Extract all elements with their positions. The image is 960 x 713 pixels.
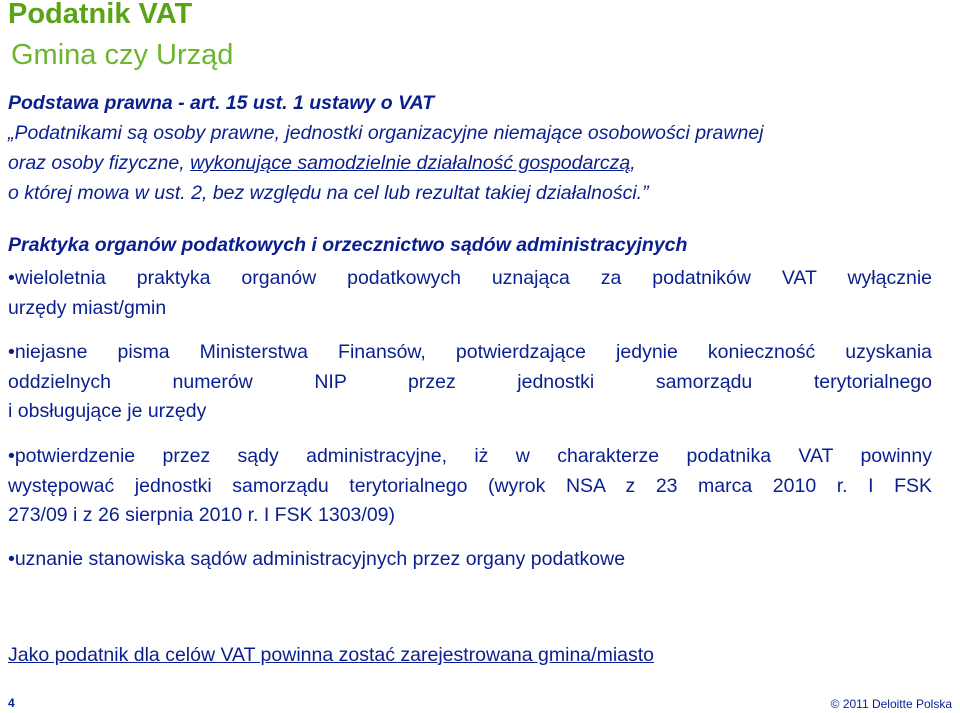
bullet-line: 273/09 i z 26 sierpnia 2010 r. I FSK 1303/09) [8,504,396,526]
bullet-line: występować jednostki samorządu terytorialnego (wyrok NSA z 23 marca 2010 r. I FSK [8,474,932,497]
legal-quote-line-2-end: , [630,152,636,174]
legal-basis-heading: Podstawa prawna - art. 15 ust. 1 ustawy o VAT [8,92,435,114]
bullet-line: urzędy miast/gmin [8,296,167,319]
legal-quote-line-3: o której mowa w ust. 2, bez względu na cel lub rezultat takiej działalności.” [8,182,649,204]
bullet-line: i obsługujące je urzędy [8,400,207,422]
legal-basis-section [8,88,948,208]
bullet-line: •niejasne pisma Ministerstwa Finansów, potwierdzające jedynie konieczność uzyskania [8,341,932,363]
page-title: Podatnik VAT [8,0,193,30]
legal-quote-line-2-start: oraz osoby fizyczne, [8,152,191,174]
bullet-item [8,442,932,531]
page-subtitle: Gmina czy Urząd [11,39,234,71]
bullet-line: •uznanie stanowiska sądów administracyjnych przez organy podatkowe [8,548,626,570]
bullet-item [8,264,932,323]
conclusion-text: Jako podatnik dla celów VAT powinna zostać zarejestrowana gmina/miasto [8,644,655,666]
page-number: 4 [8,696,15,710]
bullet-line: •potwierdzenie przez sądy administracyjne, iż w charakterze podatnika VAT powinny [8,445,932,467]
bullet-item [8,338,932,427]
legal-quote-line-2 [8,148,948,178]
legal-quote-line-1: „Podatnikami są osoby prawne, jednostki organizacyjne niemające osobowości prawnej [8,122,764,144]
bullet-item [8,545,932,575]
legal-quote-emphasis: wykonujące samodzielnie działalność gospodarczą [190,152,631,174]
bullet-line: oddzielnych numerów NIP przez jednostki samorządu terytorialnego [8,370,932,393]
bullet-line: •wieloletnia praktyka organów podatkowych uznająca za podatników VAT wyłącznie [8,267,932,289]
practice-heading: Praktyka organów podatkowych i orzecznictwo sądów administracyjnych [8,234,688,256]
copyright-notice: © 2011 Deloitte Polska [830,697,952,711]
